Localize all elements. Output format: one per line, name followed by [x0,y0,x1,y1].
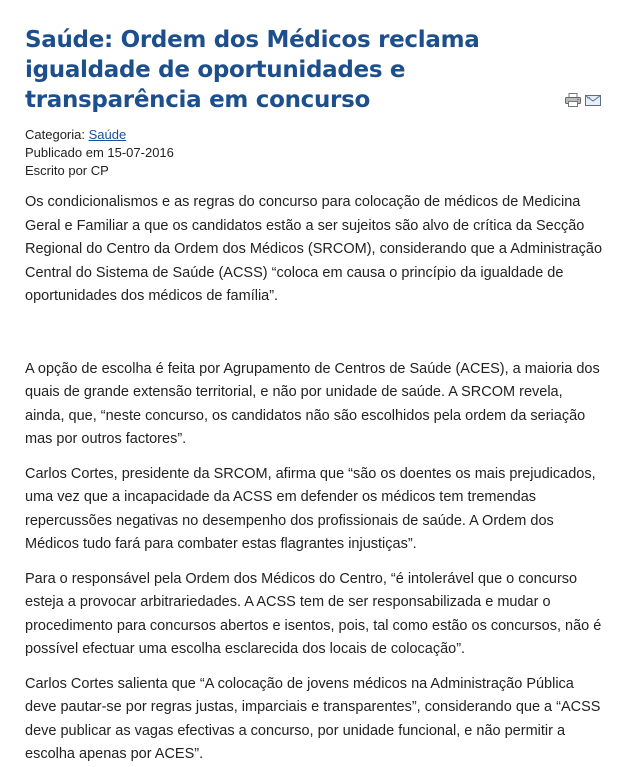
author: Escrito por CP [25,163,109,178]
paragraph-1: Os condicionalismos e as regras do concurso para colocação de médicos de Medicina Geral e Familiar a que os candidatos estão a ser sujeitos são alvo de crítica da Secção Regional do Centro da Ordem dos Médicos (SRCOM), considerando que a Administração Central do Sistema de Saúde (ACSS) “coloca em causa o princípio da igualdade de oportunidades dos médicos de família”. [25,194,603,304]
article-title: Saúde: Ordem dos Médicos reclama igualdade de oportunidades e transparência em concurso [25,27,480,113]
print-icon[interactable] [565,93,581,107]
category-link[interactable]: Saúde [88,127,127,142]
article-meta [25,126,174,180]
published-date: Publicado em 15-07-2016 [25,145,174,160]
article-body [25,191,605,767]
category-row [25,126,174,144]
paragraph-3: Carlos Cortes, presidente da SRCOM, afirma que “são os doentes os mais prejudicados, uma vez que a incapacidade da ACSS em defender os médicos tem tremendas repercussões negativas no desempenho dos profissionais de saúde. A Ordem dos Médicos tudo fará para combater estas flagrantes injustiças”. [25,465,596,552]
category-label: Categoria: [25,127,89,142]
paragraph-5: Carlos Cortes salienta que “A colocação de jovens médicos na Administração Pública deve pautar-se por regras justas, imparciais e transparentes”, considerando que a “ACSS deve publicar as vagas efectivas a concurso, por unidade funcional, e não permitir a escolha apenas por ACES”. [25,675,601,762]
paragraph-2: A opção de escolha é feita por Agrupamento de Centros de Saúde (ACES), a maioria dos quais de grande extensão territorial, e não por unidade de saúde. A SRCOM revela, ainda, que, “neste concurso, os candidatos não são escolhidos pela ordem da seriação mas por outros factores”. [25,360,600,447]
email-icon[interactable] [585,93,601,107]
article-actions [565,93,601,107]
paragraph-4: Para o responsável pela Ordem dos Médicos do Centro, “é intolerável que o concurso esteja a provocar arbitrariedades. A ACSS tem de ser responsabilizada e mudar o procedimento para concursos abertos e isentos, pois, tal como estão os concursos, não é possível efectuar uma escolha esclarecida dos locais de colocação”. [25,570,602,657]
